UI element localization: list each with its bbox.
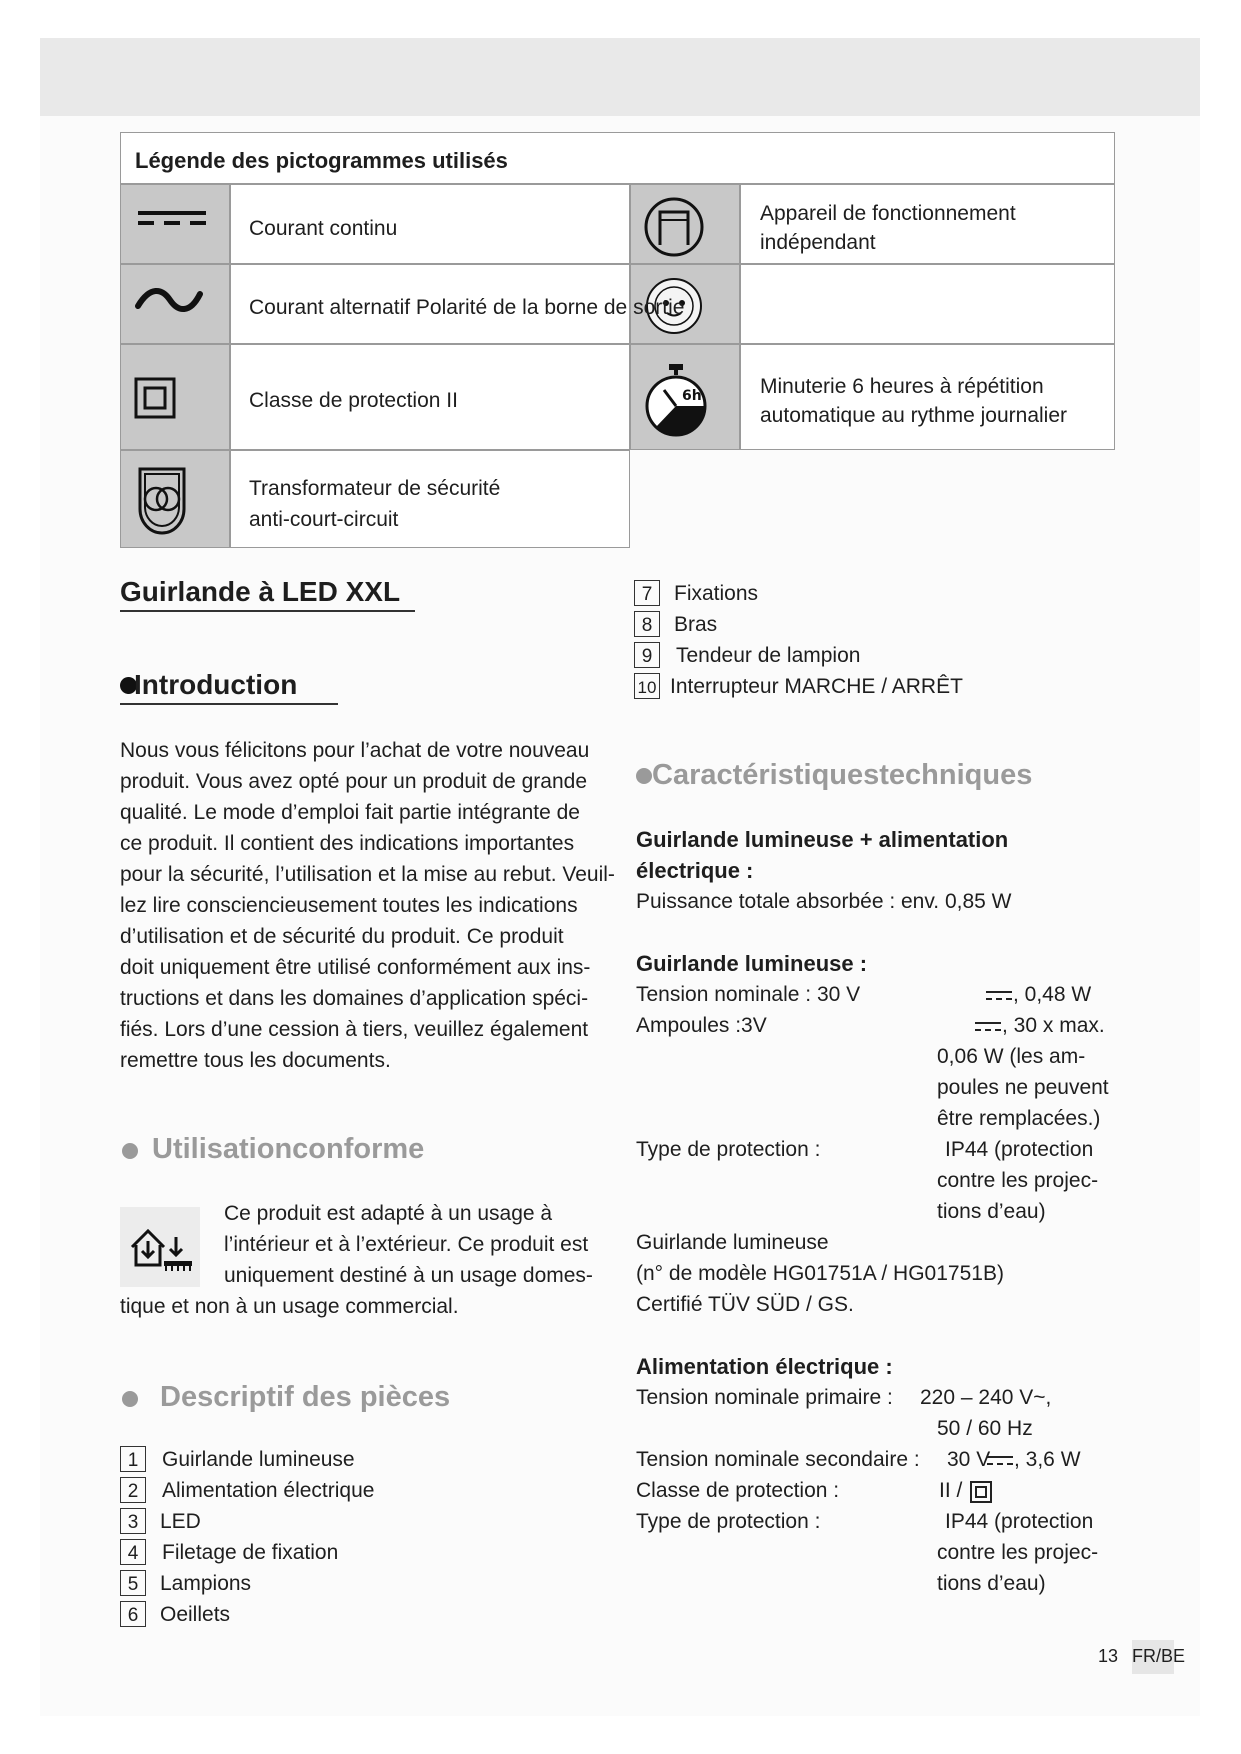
part-label: Bras bbox=[674, 613, 718, 636]
legend-text-class: Classe de protection II bbox=[249, 389, 458, 412]
part-label: LED bbox=[160, 1510, 201, 1533]
part-label: Alimentation électrique bbox=[162, 1479, 375, 1502]
part-number: 4 bbox=[120, 1539, 146, 1565]
transformer-icon bbox=[134, 465, 190, 537]
legend-text-transformer: Transformateur de sécurité bbox=[249, 477, 501, 500]
parts-heading: Descriptif des pièces bbox=[160, 1381, 451, 1413]
title-underline bbox=[120, 610, 415, 612]
part-label: Oeillets bbox=[160, 1603, 231, 1626]
model-line: Certifié TÜV SÜD / GS. bbox=[636, 1293, 854, 1316]
model-line: (n° de modèle HG01751A / HG01751B) bbox=[636, 1262, 1004, 1285]
model-line: Guirlande lumineuse bbox=[636, 1231, 829, 1254]
part-number: 3 bbox=[120, 1508, 146, 1534]
usage-line: l’intérieur et à l’extérieur. Ce produit est bbox=[224, 1233, 589, 1256]
legend-text-device: Appareil de fonctionnement bbox=[760, 202, 1016, 225]
total-power: Puissance totale absorbée : env. 0,85 W bbox=[636, 890, 1012, 913]
legend-text-dc: Courant continu bbox=[249, 217, 398, 240]
intro-line: Nous vous félicitons pour l’achat de votre nouveau bbox=[120, 739, 590, 762]
intro-paragraph bbox=[120, 735, 620, 1076]
intro-underline bbox=[120, 703, 338, 705]
intro-line: produit. Vous avez opté pour un produit de grande bbox=[120, 770, 588, 793]
intro-line: ce produit. Il contient des indications importantes bbox=[120, 832, 575, 855]
ac-icon bbox=[134, 284, 204, 318]
nominal-voltage-value: , 0,48 W bbox=[1013, 983, 1092, 1006]
protection-class-label: Classe de protection : bbox=[636, 1479, 840, 1502]
protection-class-icon bbox=[134, 377, 176, 419]
intro-line: lez lire consciencieusement toutes les indications bbox=[120, 894, 578, 917]
legend-text-cell bbox=[740, 264, 1115, 344]
bulbs-value-2: 0,06 W (les am- bbox=[937, 1045, 1086, 1068]
protection-class-value: II / bbox=[939, 1479, 963, 1502]
timer-icon bbox=[642, 362, 710, 438]
intro-line: qualité. Le mode d’emploi fait partie intégrante de bbox=[120, 801, 580, 824]
part-number: 8 bbox=[634, 611, 660, 637]
protection-value-2: contre les projec- bbox=[937, 1169, 1099, 1192]
dc-icon bbox=[136, 208, 208, 228]
protection-type-label: Type de protection : bbox=[636, 1138, 821, 1161]
part-number: 10 bbox=[634, 673, 660, 699]
bulbs-value-3: poules ne peuvent bbox=[937, 1076, 1109, 1099]
dc-symbol-icon bbox=[985, 989, 1013, 1003]
intro-line: fiés. Lors d’une cession à tiers, veuillez également bbox=[120, 1018, 589, 1041]
indoor-outdoor-icon bbox=[120, 1207, 200, 1287]
part-number: 6 bbox=[120, 1601, 146, 1627]
primary-voltage-value-2: 50 / 60 Hz bbox=[937, 1417, 1033, 1440]
power-supply-title: Alimentation électrique : bbox=[636, 1354, 893, 1379]
intro-line: d’utilisation et de sécurité du produit. Ce produit bbox=[120, 925, 564, 948]
intro-heading: Introduction bbox=[134, 669, 298, 700]
language-label: FR/BE bbox=[1132, 1646, 1186, 1666]
part-number: 9 bbox=[634, 642, 660, 668]
bulbs-value: , 30 x max. bbox=[1002, 1014, 1105, 1037]
intro-line: remettre tous les documents. bbox=[120, 1049, 391, 1072]
secondary-voltage-value-2: , 3,6 W bbox=[1014, 1448, 1081, 1471]
part-number: 5 bbox=[120, 1570, 146, 1596]
ptype-value-2: contre les projec- bbox=[937, 1541, 1099, 1564]
header-band bbox=[40, 38, 1200, 116]
part-label: Tendeur de lampion bbox=[676, 644, 861, 667]
protection-value-3: tions d’eau) bbox=[937, 1200, 1046, 1223]
device-icon bbox=[643, 196, 705, 258]
nominal-voltage-label: Tension nominale : 30 V bbox=[636, 983, 861, 1006]
usage-line: Ce produit est adapté à un usage à bbox=[224, 1202, 553, 1225]
usage-bullet bbox=[122, 1143, 138, 1159]
part-number: 2 bbox=[120, 1477, 146, 1503]
usage-line: uniquement destiné à un usage domes- bbox=[224, 1264, 593, 1287]
legend-text-timer: Minuterie 6 heures à répétition bbox=[760, 375, 1044, 398]
intro-line: tructions et dans les domaines d’application spéci- bbox=[120, 987, 589, 1010]
primary-voltage-label: Tension nominale primaire : bbox=[636, 1386, 893, 1409]
specs-set-title: Guirlande lumineuse + alimentation bbox=[636, 827, 1009, 852]
specs-set-title-2: électrique : bbox=[636, 858, 754, 883]
specs-heading: Caractéristiquestechniques bbox=[652, 759, 1033, 791]
part-label: Guirlande lumineuse bbox=[162, 1448, 355, 1471]
intro-line: pour la sécurité, l’utilisation et la mise au rebut. Veuil- bbox=[120, 863, 615, 886]
protection-value: IP44 (protection bbox=[945, 1138, 1094, 1161]
primary-voltage-value: 220 – 240 V~, bbox=[920, 1386, 1052, 1409]
bulbs-label: Ampoules :3V bbox=[636, 1014, 767, 1037]
garland-title: Guirlande lumineuse : bbox=[636, 951, 868, 976]
part-number: 7 bbox=[634, 580, 660, 606]
part-label: Filetage de fixation bbox=[162, 1541, 339, 1564]
page-number: 13 bbox=[1098, 1646, 1119, 1666]
intro-line: doit uniquement être utilisé conformément aux ins- bbox=[120, 956, 591, 979]
ptype-value: IP44 (protection bbox=[945, 1510, 1094, 1533]
parts-bullet bbox=[122, 1391, 138, 1407]
page-title: Guirlande à LED XXL bbox=[120, 576, 401, 607]
usage-heading: Utilisationconforme bbox=[152, 1133, 425, 1165]
usage-line: tique et non à un usage commercial. bbox=[120, 1295, 459, 1318]
secondary-voltage-label: Tension nominale secondaire : bbox=[636, 1448, 920, 1471]
secondary-voltage-value: 30 V bbox=[947, 1448, 991, 1471]
part-label: Lampions bbox=[160, 1572, 252, 1595]
dc-symbol-icon bbox=[986, 1454, 1014, 1468]
legend-text-timer-2: automatique au rythme journalier bbox=[760, 404, 1068, 427]
part-label: Interrupteur MARCHE / ARRÊT bbox=[670, 675, 963, 698]
dc-symbol-icon bbox=[974, 1020, 1002, 1034]
legend-text-device-2: indépendant bbox=[760, 231, 876, 254]
protection-class-icon bbox=[970, 1481, 992, 1503]
specs-bullet bbox=[636, 768, 652, 784]
ptype-label: Type de protection : bbox=[636, 1510, 821, 1533]
legend-text-transformer-2: anti-court-circuit bbox=[249, 508, 399, 531]
legend-title: Légende des pictogrammes utilisés bbox=[135, 148, 508, 173]
part-number: 1 bbox=[120, 1446, 146, 1472]
ptype-value-3: tions d’eau) bbox=[937, 1572, 1046, 1595]
part-label: Fixations bbox=[674, 582, 759, 605]
legend-text-ac: Courant alternatif Polarité de la borne de sortie bbox=[249, 296, 685, 319]
bulbs-value-4: être remplacées.) bbox=[937, 1107, 1101, 1130]
timer-icon-label: 6h bbox=[682, 388, 702, 404]
